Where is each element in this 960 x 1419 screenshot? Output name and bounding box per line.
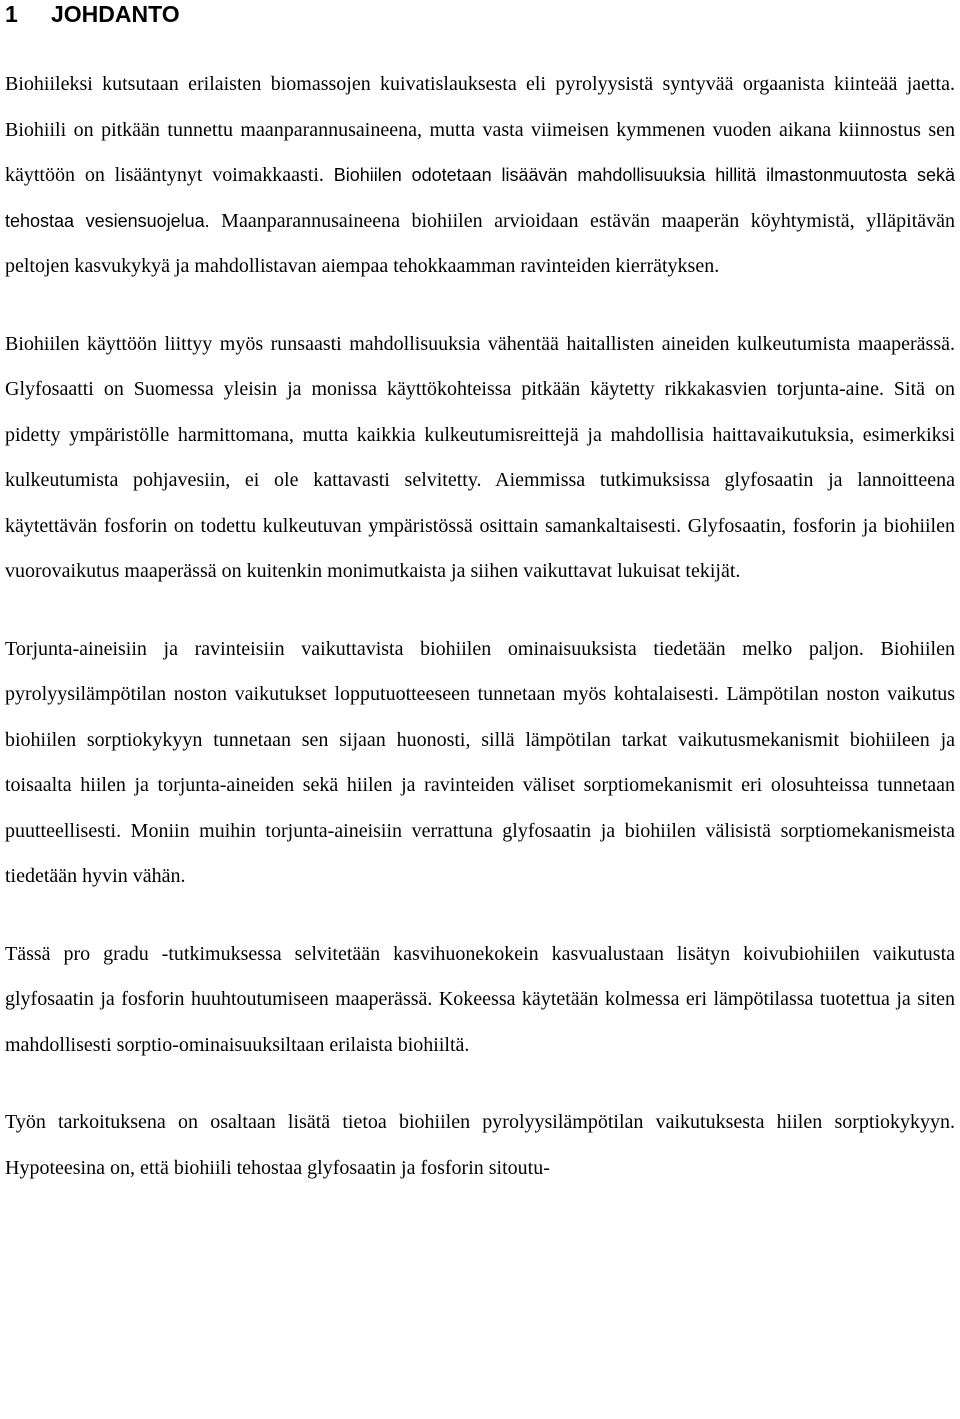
paragraph-1-part-3: Maanparannusaineena biohiilen arvioidaan estävän maaperän köyhtymistä, ylläpitävän peltojen kasvukykyä ja mahdollistavan aiempaa tehokkaamman ravinteiden kierrätyksen. (5, 209, 955, 277)
paragraph-5: Työn tarkoituksena on osaltaan lisätä tietoa biohiilen pyrolyysilämpötilan vaikutuksesta hiilen sorptiokykyyn. Hypoteesina on, että biohiili tehostaa glyfosaatin ja fosforin sitoutu- (5, 1111, 955, 1179)
paragraph-1-part-2: Biohiilen odotetaan lisäävän mahdollisuuksia hillitä ilmastonmuutosta sekä tehostaa vesiensuojelua. (5, 165, 955, 231)
paragraph-3: Torjunta-aineisiin ja ravinteisiin vaikuttavista biohiilen ominaisuuksista tiedetään melko paljon. Biohiilen pyrolyysilämpötilan noston vaikutukset lopputuotteeseen tunnetaan myös kohtalaisesti. Lämpötilan noston vaikutus biohiilen sorptiokykyyn tunnetaan sen sijaan huonosti, sillä lämpötilan tarkat vaikutusmekanismit biohiileen ja toisaalta hiilen ja torjunta-aineiden sekä hiilen ja ravinteiden väliset sorptiomekanismit eri olosuhteissa tunnetaan puutteellisesti. Moniin muihin torjunta-aineisiin verrattuna glyfosaatin ja biohiilen välisistä sorptiomekanismeista tiedetään hyvin vähän. (5, 637, 955, 887)
paragraph-1 (5, 62, 955, 290)
section-number: 1 (5, 1, 18, 27)
paragraph-4: Tässä pro gradu -tutkimuksessa selvitetään kasvihuonekokein kasvualustaan lisätyn koivubiohiilen vaikutusta glyfosaatin ja fosforin huuhtoutumiseen maaperässä. Kokeessa käytetään kolmessa eri lämpötilassa tuotettua ja siten mahdollisesti sorptio-ominaisuuksiltaan erilaista biohiiltä. (5, 942, 955, 1056)
document-page (5, 0, 955, 1191)
paragraph-1-part-1: Biohiileksi kutsutaan erilaisten biomassojen kuivatislauksesta eli pyrolyysistä syntyvää orgaanista kiinteää jaetta. Biohiili on pitkään tunnettu maanparannusaineena, mutta vasta viimeisen kymmenen vuoden aikana kiinnostus sen käyttöön on lisääntynyt voimakkaasti. (5, 73, 955, 186)
section-title: JOHDANTO (51, 1, 180, 27)
paragraph-2: Biohiilen käyttöön liittyy myös runsaasti mahdollisuuksia vähentää haitallisten aineiden kulkeutumista maaperässä. Glyfosaatti on Suomessa yleisin ja monissa käyttökohteissa pitkään käytetty rikkakasvien torjunta-aine. Sitä on pidetty ympäristölle harmittomana, mutta kaikkia kulkeutumisreittejä ja mahdollisia haittavaikutuksia, esimerkiksi kulkeutumista pohjavesiin, ei ole kattavasti selvitetty. Aiemmissa tutkimuksissa glyfosaatin ja lannoitteena käytettävän fosforin on todettu kulkeutuvan ympäristössä osittain samankaltaisesti. Glyfosaatin, fosforin ja biohiilen vuorovaikutus maaperässä on kuitenkin monimutkaista ja siihen vaikuttavat lukuisat tekijät. (5, 332, 955, 582)
section-heading (5, 0, 955, 28)
